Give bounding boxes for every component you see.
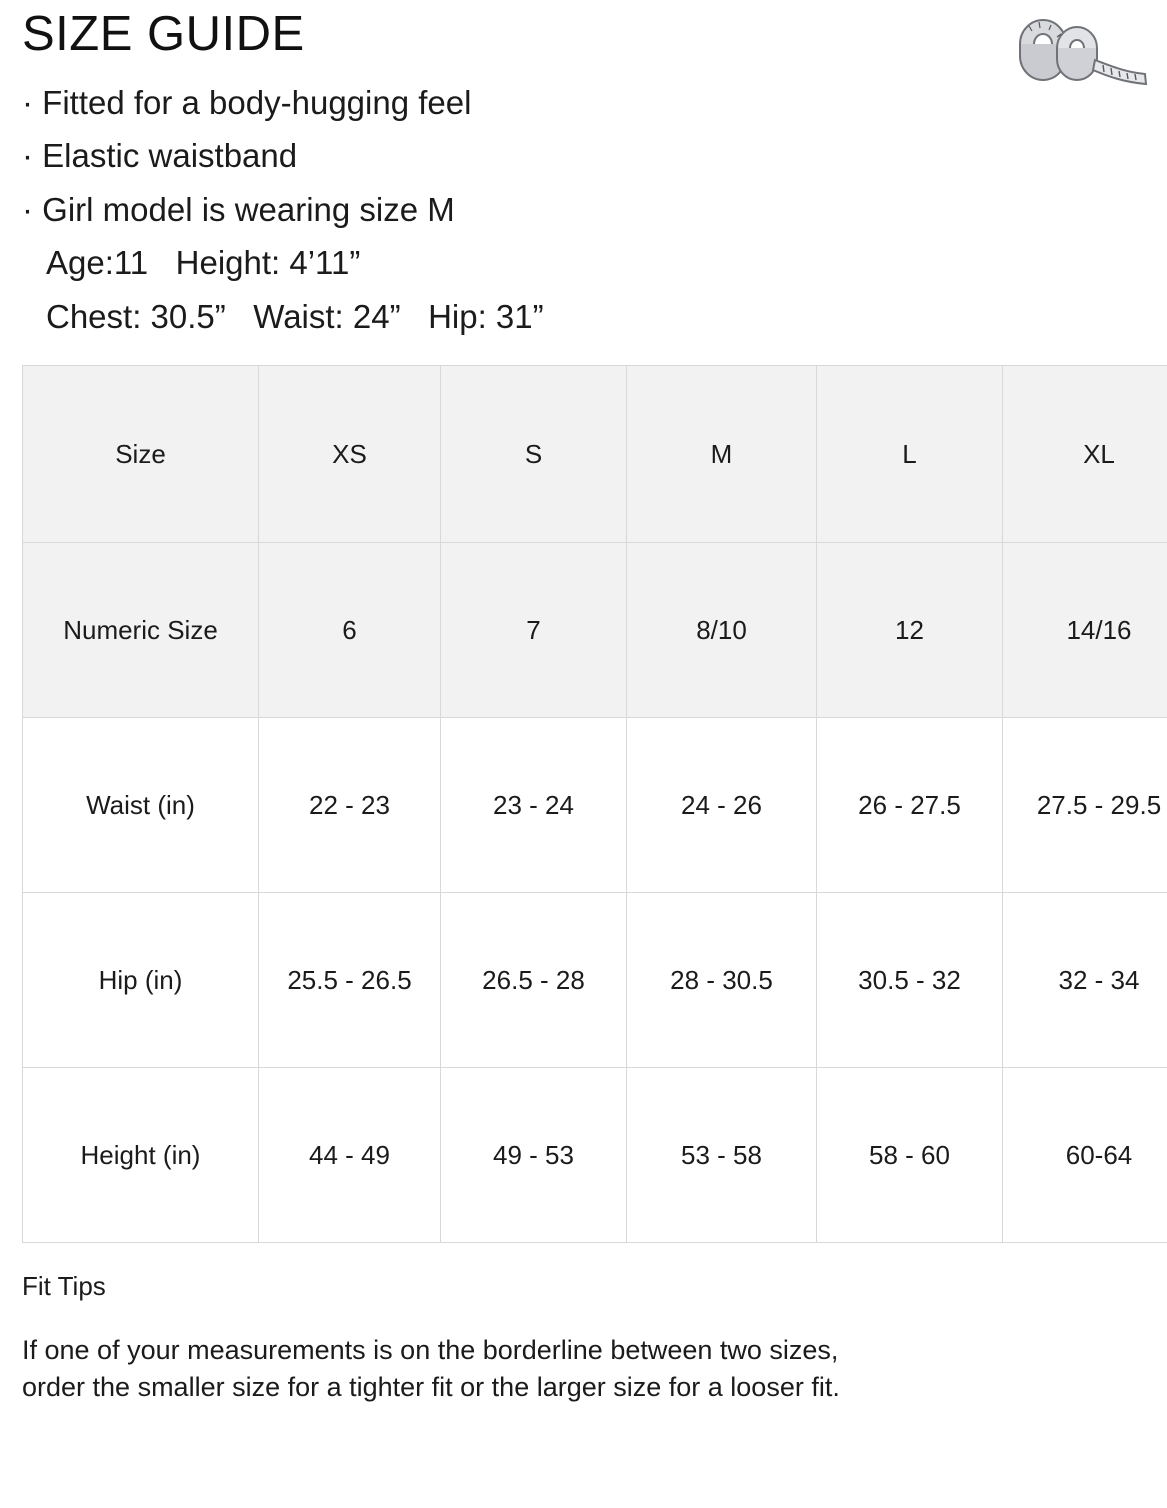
table-row (23, 893, 1167, 1068)
table-cell: 26 - 27.5 (817, 718, 1003, 893)
bullet-list (22, 76, 1145, 343)
table-cell: 14/16 (1003, 543, 1167, 718)
table-row (23, 543, 1167, 718)
table-cell: 22 - 23 (259, 718, 441, 893)
fit-tips-body (22, 1332, 1145, 1405)
size-chart-table (22, 365, 1167, 1243)
table-header-row (23, 366, 1167, 543)
table-row (23, 718, 1167, 893)
table-cell: 60-64 (1003, 1068, 1167, 1243)
table-row-label: Hip (in) (23, 893, 259, 1068)
table-header-cell: Size (23, 366, 259, 543)
table-cell: 24 - 26 (627, 718, 817, 893)
table-cell: 58 - 60 (817, 1068, 1003, 1243)
table-cell: 25.5 - 26.5 (259, 893, 441, 1068)
table-row-label: Numeric Size (23, 543, 259, 718)
table-cell: 28 - 30.5 (627, 893, 817, 1068)
table-cell: 8/10 (627, 543, 817, 718)
table-header-cell: M (627, 366, 817, 543)
tape-measure-icon (999, 14, 1149, 94)
model-detail-measurements: Chest: 30.5” Waist: 24” Hip: 31” (22, 290, 1145, 343)
fit-tips-line: order the smaller size for a tighter fit or the larger size for a looser fit. (22, 1369, 1145, 1405)
table-header-cell: S (441, 366, 627, 543)
table-cell: 6 (259, 543, 441, 718)
fit-tips-line: If one of your measurements is on the borderline between two sizes, (22, 1332, 1145, 1368)
table-row (23, 1068, 1167, 1243)
model-detail-age-height: Age:11 Height: 4’11” (22, 236, 1145, 289)
bullet-item: · Girl model is wearing size M (22, 183, 1145, 236)
table-cell: 30.5 - 32 (817, 893, 1003, 1068)
table-cell: 12 (817, 543, 1003, 718)
fit-tips-title: Fit Tips (22, 1271, 1145, 1302)
bullet-item: · Elastic waistband (22, 129, 1145, 182)
size-guide-page (0, 8, 1167, 1508)
table-header-cell: L (817, 366, 1003, 543)
page-title: SIZE GUIDE (22, 8, 1145, 62)
table-cell: 49 - 53 (441, 1068, 627, 1243)
table-row-label: Waist (in) (23, 718, 259, 893)
table-cell: 7 (441, 543, 627, 718)
table-cell: 27.5 - 29.5 (1003, 718, 1167, 893)
bullet-item: · Fitted for a body-hugging feel (22, 76, 1145, 129)
table-cell: 32 - 34 (1003, 893, 1167, 1068)
table-cell: 53 - 58 (627, 1068, 817, 1243)
table-row-label: Height (in) (23, 1068, 259, 1243)
table-header-cell: XS (259, 366, 441, 543)
table-header-cell: XL (1003, 366, 1167, 543)
table-cell: 23 - 24 (441, 718, 627, 893)
table-cell: 26.5 - 28 (441, 893, 627, 1068)
table-cell: 44 - 49 (259, 1068, 441, 1243)
